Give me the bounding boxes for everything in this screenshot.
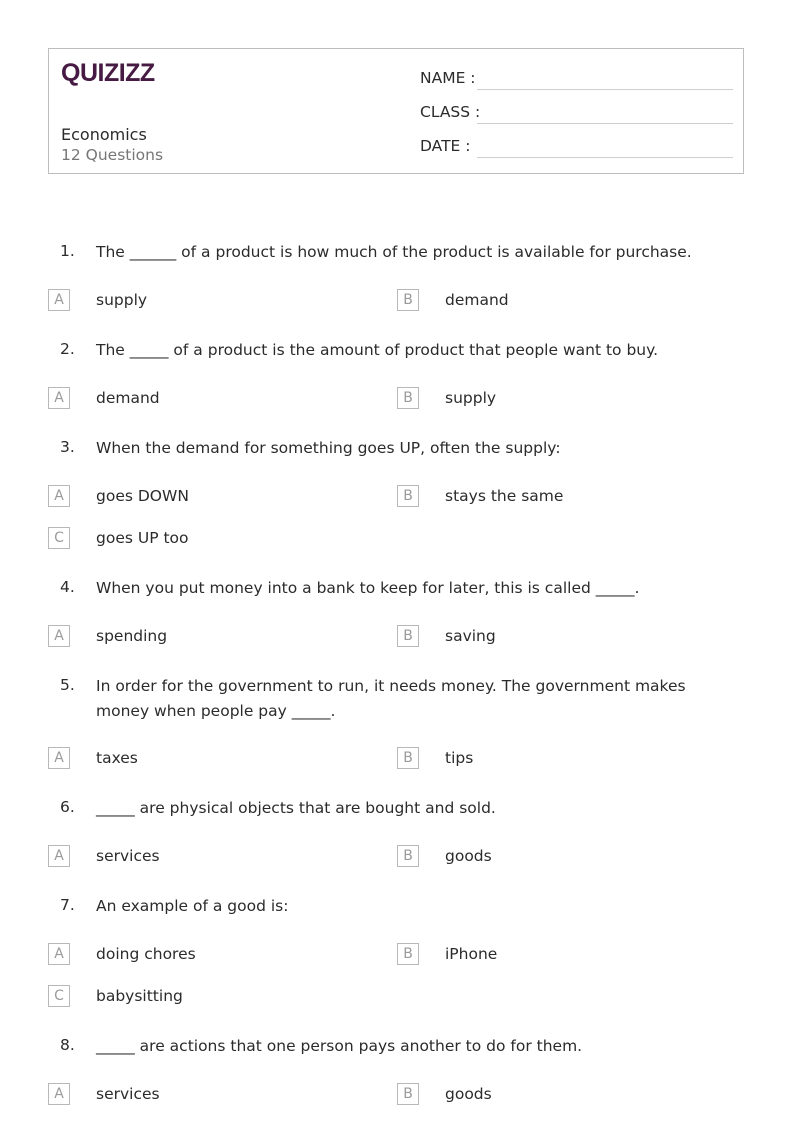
question-text: When the demand for something goes UP, often the supply: (96, 439, 561, 457)
question-text: _____ are physical objects that are bought and sold. (96, 799, 496, 817)
question-count: 12 Questions (61, 146, 164, 164)
option-letter-box[interactable]: A (48, 485, 70, 507)
class-label: CLASS : (420, 103, 481, 121)
option-text: taxes (96, 749, 138, 767)
option-letter-box[interactable]: A (48, 943, 70, 965)
option-letter-box[interactable]: A (48, 1083, 70, 1105)
option-text: iPhone (445, 945, 498, 963)
worksheet-header (48, 48, 744, 174)
question-text: In order for the government to run, it needs money. The government makes money when people pay _____. (96, 677, 686, 720)
quizizz-logo: QUIZIZZ (61, 59, 155, 87)
option-text: demand (445, 291, 509, 309)
question-number: 2. (60, 340, 75, 358)
worksheet-subject: Economics (61, 125, 147, 144)
question-text: The ______ of a product is how much of the product is available for purchase. (96, 243, 692, 261)
question-number: 1. (60, 242, 75, 260)
option-letter-box[interactable]: A (48, 747, 70, 769)
option-text: saving (445, 627, 496, 645)
option-letter-box[interactable]: B (397, 387, 419, 409)
question-text: When you put money into a bank to keep for later, this is called _____. (96, 579, 640, 597)
option-text: goods (445, 1085, 492, 1103)
option-letter-box[interactable]: B (397, 943, 419, 965)
option-letter-box[interactable]: C (48, 527, 70, 549)
question-text: _____ are actions that one person pays another to do for them. (96, 1037, 583, 1055)
option-text: doing chores (96, 945, 196, 963)
option-letter-box[interactable]: B (397, 747, 419, 769)
option-text: supply (96, 291, 148, 309)
option-text: demand (96, 389, 160, 407)
option-text: tips (445, 749, 474, 767)
option-text: spending (96, 627, 168, 645)
option-text: supply (445, 389, 497, 407)
option-text: goes UP too (96, 529, 189, 547)
date-label: DATE : (420, 137, 471, 155)
option-text: goods (445, 847, 492, 865)
option-letter-box[interactable]: B (397, 289, 419, 311)
class-line[interactable] (477, 123, 733, 124)
option-text: babysitting (96, 987, 183, 1005)
question-number: 3. (60, 438, 75, 456)
option-letter-box[interactable]: A (48, 387, 70, 409)
option-text: goes DOWN (96, 487, 189, 505)
question-text: An example of a good is: (96, 897, 289, 915)
option-text: stays the same (445, 487, 564, 505)
option-letter-box[interactable]: B (397, 485, 419, 507)
option-letter-box[interactable]: B (397, 845, 419, 867)
name-line[interactable] (477, 89, 733, 90)
option-text: services (96, 1085, 160, 1103)
option-letter-box[interactable]: A (48, 289, 70, 311)
question-number: 5. (60, 676, 75, 694)
question-number: 8. (60, 1036, 75, 1054)
question-number: 4. (60, 578, 75, 596)
name-label: NAME : (420, 69, 476, 87)
option-letter-box[interactable]: A (48, 845, 70, 867)
date-line[interactable] (477, 157, 733, 158)
question-number: 7. (60, 896, 75, 914)
option-letter-box[interactable]: B (397, 625, 419, 647)
option-letter-box[interactable]: C (48, 985, 70, 1007)
option-text: services (96, 847, 160, 865)
question-text: The _____ of a product is the amount of product that people want to buy. (96, 341, 658, 359)
option-letter-box[interactable]: B (397, 1083, 419, 1105)
option-letter-box[interactable]: A (48, 625, 70, 647)
question-number: 6. (60, 798, 75, 816)
